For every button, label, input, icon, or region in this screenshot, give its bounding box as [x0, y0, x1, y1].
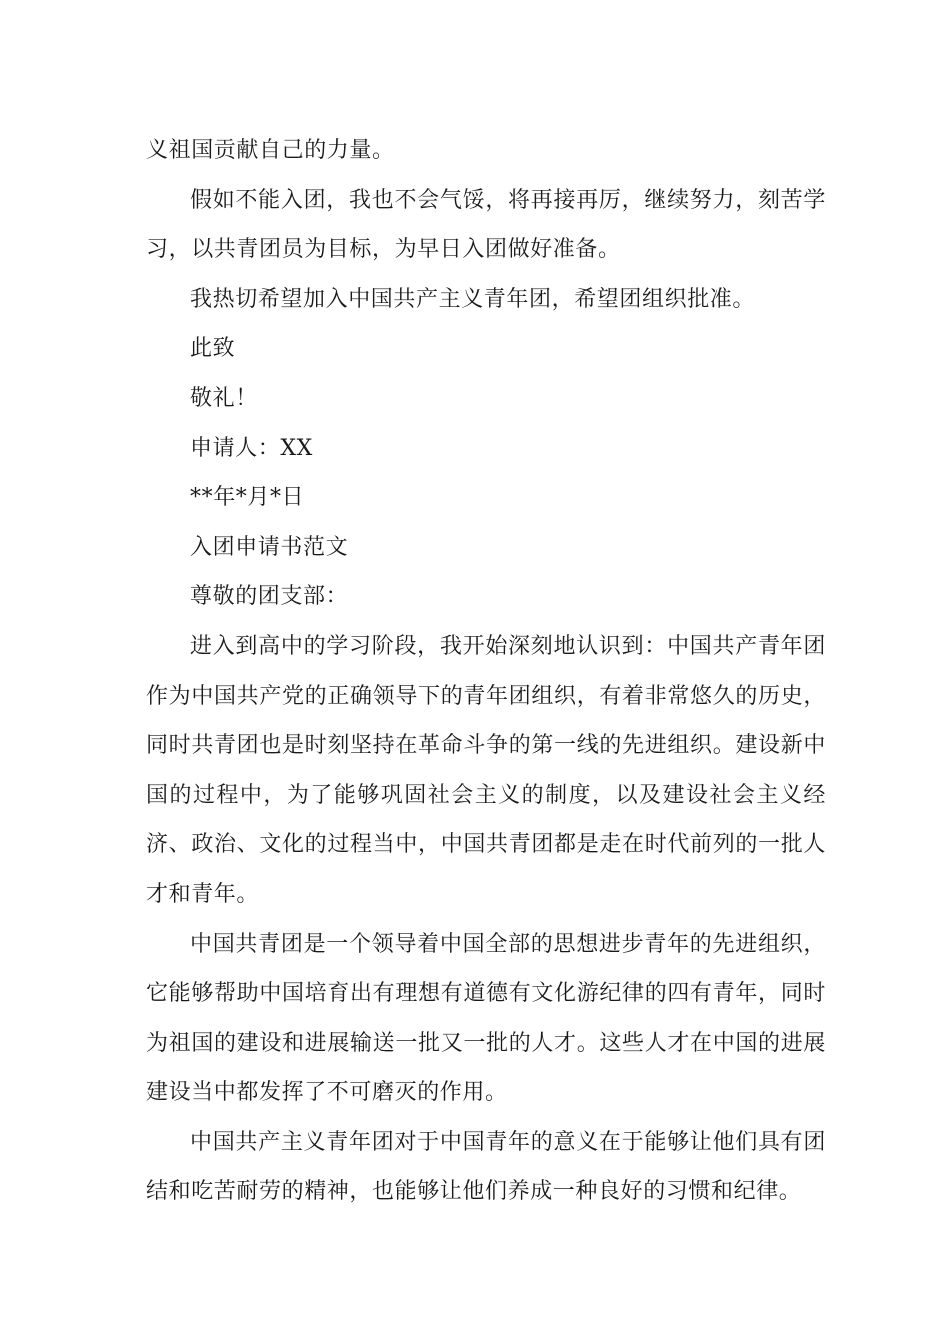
paragraph-body-3: 中国共产主义青年团对于中国青年的意义在于能够让他们具有团结和吃苦耐劳的精神，也能够让他们养成一种良好的习惯和纪律。 [146, 1129, 826, 1205]
closing-regards: 敬礼！ [190, 385, 258, 411]
date-line: **年*月*日 [190, 485, 305, 511]
paragraph-body-1: 进入到高中的学习阶段，我开始深刻地认识到：中国共产青年团作为中国共产党的正确领导下的青年团组织，有着非常悠久的历史，同时共青团也是时刻坚持在革命斗争的第一线的先进组织。建设新中国的过程中，为了能够巩固社会主义的制度，以及建设社会主义经济、政治、文化的过程当中，中国共青团都是走在时代前列的一批人才和青年。 [146, 633, 826, 907]
paragraph-continuation: 义祖国贡献自己的力量。 [146, 138, 395, 163]
paragraph-body-2: 中国共青团是一个领导着中国全部的思想进步青年的先进组织，它能够帮助中国培育出有理想有道德有文化游纪律的四有青年，同时为祖国的建设和进展输送一批又一批的人才。这些人才在中国的进展建设当中都发挥了不可磨灭的作用。 [146, 931, 826, 1106]
applicant-signature: 申请人：XX [190, 435, 313, 461]
section-title: 入团申请书范文 [190, 534, 349, 560]
paragraph-resolve: 假如不能入团，我也不会气馁，将再接再厉，继续努力，刻苦学习，以共青团员为目标，为早日入团做好准备。 [146, 187, 826, 263]
closing-salutation: 此致 [190, 336, 236, 362]
paragraph-hope: 我热切希望加入中国共产主义青年团，希望团组织批准。 [190, 286, 756, 312]
document-body [146, 126, 826, 1217]
greeting: 尊敬的团支部： [190, 584, 349, 610]
